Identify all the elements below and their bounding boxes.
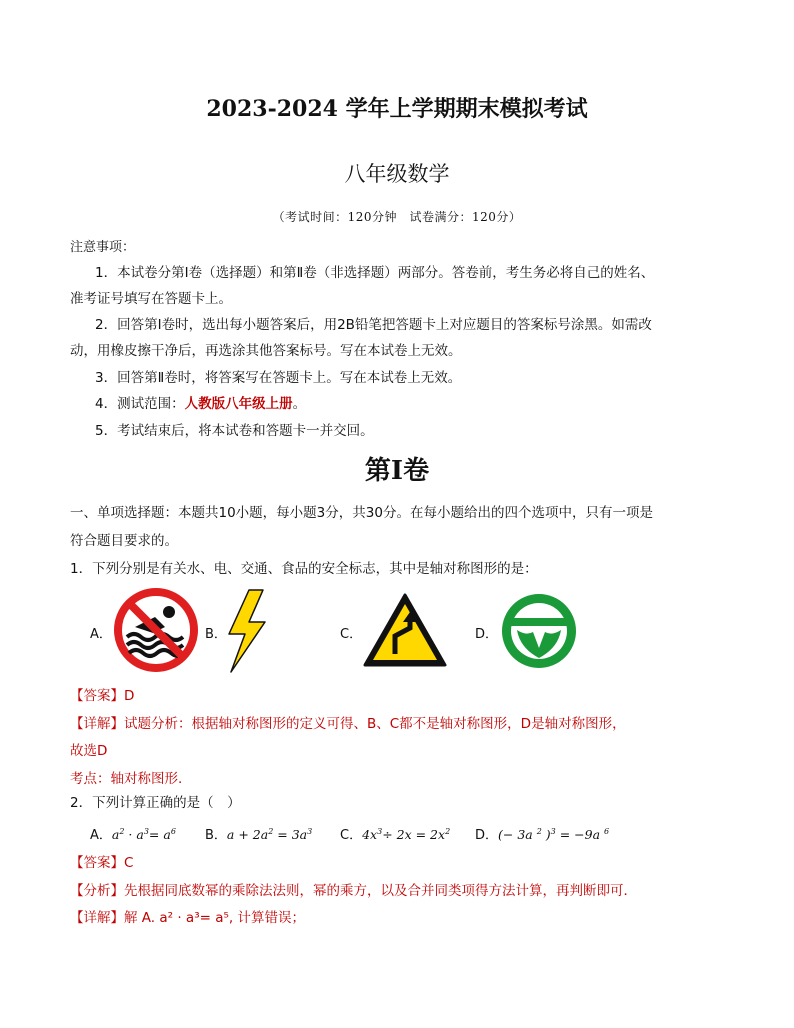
q2-option-d-expr: (− 3a $^2$ )$^3$ = −9a $^6$ <box>498 826 610 842</box>
notice-item-3: 3．回答第Ⅱ卷时，将答案写在答题卡上。写在本试卷上无效。 <box>95 370 462 386</box>
green-food-sign-icon <box>500 592 578 670</box>
q2-option-c <box>340 824 450 843</box>
q2-option-b-expr: $a + 2a^2 = 3a^3$ <box>226 826 313 842</box>
no-swimming-sign-icon <box>113 587 199 673</box>
q2-option-c-label: C． <box>340 828 363 843</box>
q2-option-a <box>90 824 176 843</box>
notice-item-5: 5．考试结束后，将本试卷和答题卡一并交回。 <box>95 423 374 439</box>
q2-detail-text: 解 A. a² · a³= a⁵, 计算错误； <box>124 910 305 926</box>
exam-title: 2023-2024 学年上学期期末模拟考试 <box>206 96 588 122</box>
q2-option-b-label: B． <box>205 828 227 843</box>
q1-option-c-label: C． <box>340 627 363 642</box>
notice-item-4 <box>95 391 306 417</box>
notice-item-1a: 1．本试卷分第Ⅰ卷（选择题）和第Ⅱ卷（非选择题）两部分。答卷前，考生务必将自己的姓名、 <box>95 265 655 281</box>
q1-answer <box>70 684 134 704</box>
q1-answer-value: D <box>124 688 135 704</box>
q2-analysis-tag: 【分析】 <box>70 883 124 899</box>
q1-stem: 1．下列分别是有关水、电、交通、食品的安全标志，其中是轴对称图形的是： <box>70 561 538 577</box>
notice-item-4-prefix: 4．测试范围： <box>95 396 185 412</box>
notice-item-1b: 准考证号填写在答题卡上。 <box>70 291 232 307</box>
winding-road-warning-sign-icon <box>362 592 448 668</box>
q2-analysis-text: 先根据同底数幂的乘除法法则，幂的乘方，以及合并同类项得方法计算，再判断即可． <box>124 883 637 899</box>
lightning-sign-icon <box>225 588 269 674</box>
exam-time-info: （考试时间：120分钟 试卷满分：120分） <box>272 210 522 224</box>
q2-answer-value: C <box>124 855 134 871</box>
q1-answer-tag: 【答案】 <box>70 688 124 704</box>
notice-item-2b: 动，用橡皮擦干净后，再选涂其他答案标号。写在本试卷上无效。 <box>70 343 462 359</box>
q2-option-b <box>205 824 312 843</box>
q2-answer-tag: 【答案】 <box>70 855 124 871</box>
q2-option-d <box>475 824 609 843</box>
q1-detail-tag: 【详解】 <box>70 716 124 732</box>
section-intro-a: 一、单项选择题：本题共10小题，每小题3分，共30分。在每小题给出的四个选项中，只有一项是 <box>70 505 653 521</box>
q1-option-d-label: D． <box>475 627 499 642</box>
q2-option-a-expr: $a^2 \cdot a^3= a^6$ <box>111 826 176 842</box>
notice-item-4-suffix: 。 <box>292 396 307 412</box>
section-title: 第Ⅰ卷 <box>364 456 430 486</box>
q1-option-a-label: A． <box>90 627 112 642</box>
q2-detail-tag: 【详解】 <box>70 910 124 926</box>
q1-detail-b: 故选D <box>70 743 108 759</box>
q2-answer <box>70 851 133 871</box>
exam-subject: 八年级数学 <box>344 162 450 186</box>
q2-option-a-label: A． <box>90 828 112 843</box>
q2-option-d-label: D． <box>475 828 499 843</box>
q2-stem: 2．下列计算正确的是（ ） <box>70 795 241 811</box>
notice-heading: 注意事项： <box>70 240 136 255</box>
q2-analysis <box>70 879 637 899</box>
q2-detail <box>70 906 305 926</box>
test-range: 人教版八年级上册 <box>184 396 293 412</box>
q1-detail-a: 试题分析：根据轴对称图形的定义可得、B、C都不是轴对称图形，D是轴对称图形， <box>124 716 626 732</box>
q1-option-b-label: B． <box>205 627 227 642</box>
q1-kaodian: 考点：轴对称图形. <box>70 771 183 787</box>
q2-option-c-expr: $4x^3\div 2x = 2x^2$ <box>362 826 451 842</box>
q1-detail <box>70 712 626 732</box>
notice-item-2a: 2．回答第Ⅰ卷时，选出每小题答案后，用2B铅笔把答题卡上对应题目的答案标号涂黑。如需改 <box>95 317 652 333</box>
section-intro-b: 符合题目要求的。 <box>70 533 178 549</box>
